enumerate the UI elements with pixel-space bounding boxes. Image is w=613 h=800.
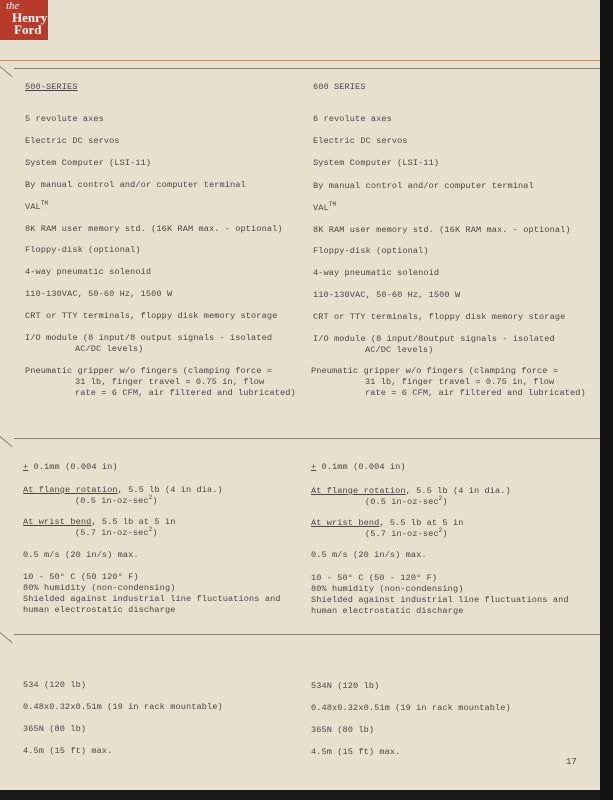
cable-value: 4.5m (15 ft) max.: [311, 747, 401, 757]
memory-value: 8K RAM user memory std. (16K RAM max. - optional): [313, 225, 571, 235]
page-edge-shadow: [600, 0, 613, 800]
gripper-line-1: Pneumatic gripper w/o fingers (clamping force =: [311, 366, 559, 376]
axes-value: 6 revolute axes: [313, 114, 392, 124]
wrist-load-value: At wrist bend, 5.5 lb at 5 in: [311, 518, 464, 528]
controller-value: System Computer (LSI-11): [25, 158, 152, 168]
top-rule: [0, 60, 600, 61]
logo-ford: Ford: [14, 22, 42, 37]
floppy-value: Floppy-disk (optional): [313, 246, 429, 256]
terminal-value: CRT or TTY terminals, floppy disk memory storage: [313, 312, 566, 322]
corner-stroke: [0, 66, 13, 77]
corner-stroke: [0, 632, 13, 643]
column-heading: 500-SERIES: [25, 82, 78, 92]
io-line-1: I/O module (8 input/8output signals - isolated: [313, 334, 555, 344]
pneumatic-value: 4-way pneumatic solenoid: [25, 267, 152, 277]
weight2-value: 365N (80 lb): [311, 725, 375, 735]
speed-value: 0.5 m/s (20 in/s) max.: [311, 550, 427, 560]
repeatability-value: + 0.1mm (0.004 in): [23, 462, 118, 472]
humidity-value: 80% humidity (non-condensing): [23, 583, 176, 593]
controller-value: System Computer (LSI-11): [313, 158, 440, 168]
weight2-value: 365N (80 lb): [23, 724, 87, 734]
gripper-line-2: 31 lb, finger travel = 0.75 in, flow: [365, 377, 555, 387]
page-number: 17: [566, 757, 577, 767]
language-value: VAL™: [313, 201, 337, 213]
cable-value: 4.5m (15 ft) max.: [23, 746, 113, 756]
gripper-line-1: Pneumatic gripper w/o fingers (clamping force =: [25, 366, 273, 376]
section-rule: [14, 634, 600, 635]
dimensions-value: 0.48x0.32x0.51m (19 in rack mountable): [23, 702, 223, 712]
column-heading: 600 SERIES: [313, 82, 366, 92]
shielding-line-2: human electrostatic discharge: [311, 606, 464, 616]
drive-value: Electric DC servos: [25, 136, 120, 146]
language-value: VAL™: [25, 200, 49, 212]
flange-load-value: At flange rotation, 5.5 lb (4 in dia.): [311, 486, 511, 496]
wrist-inertia-value: (5.7 $in-oz-\sec^2$): [75, 526, 158, 538]
axes-value: 5 revolute axes: [25, 114, 104, 124]
flange-inertia-value: (0.5 $in-oz-\sec^2$): [365, 495, 448, 507]
io-line-2: AC/DC levels): [75, 344, 144, 354]
gripper-line-2: 31 lb, finger travel = 0.75 in, flow: [75, 377, 265, 387]
logo-henry: Henry: [12, 10, 48, 25]
io-line-1: I/O module (8 input/8 output signals - isolated: [25, 333, 273, 343]
flange-inertia-value: (0.5 $in-oz-\sec^2$): [75, 494, 158, 506]
speed-value: 0.5 m/s (20 in/s) max.: [23, 550, 139, 560]
gripper-line-3: rate = 6 CFM, air filtered and lubricated): [365, 388, 586, 398]
dimensions-value: 0.48x0.32x0.51m (19 in rack mountable): [311, 703, 511, 713]
drive-value: Electric DC servos: [313, 136, 408, 146]
shielding-line-1: Shielded against industrial line fluctuations and: [23, 594, 281, 604]
weight-value: 534N (120 lb): [311, 681, 380, 691]
gripper-line-3: rate = 6 CFM, air filtered and lubricated): [75, 388, 296, 398]
floppy-value: Floppy-disk (optional): [25, 245, 141, 255]
shielding-line-2: human electrostatic discharge: [23, 605, 176, 615]
logo-the: the: [6, 0, 20, 12]
henry-ford-logo: [0, 0, 48, 40]
section-rule: [14, 68, 600, 69]
section-rule: [14, 438, 600, 439]
power-value: 110-130VAC, 50-60 Hz, 1500 W: [313, 290, 461, 300]
pneumatic-value: 4-way pneumatic solenoid: [313, 268, 440, 278]
teaching-value: By manual control and/or computer terminal: [313, 181, 534, 191]
shielding-line-1: Shielded against industrial line fluctuations and: [311, 595, 569, 605]
memory-value: 8K RAM user memory std. (16K RAM max. - optional): [25, 224, 283, 234]
temperature-value: 10 - 50° C (50 - 120° F): [311, 573, 438, 583]
power-value: 110-130VAC, 50-60 Hz, 1500 W: [25, 289, 173, 299]
repeatability-value: + 0.1mm (0.004 in): [311, 462, 406, 472]
flange-load-value: At flange rotation, 5.5 lb (4 in dia.): [23, 485, 223, 495]
io-line-2: AC/DC levels): [365, 345, 434, 355]
wrist-inertia-value: (5.7 $in-oz-\sec^2$): [365, 527, 448, 539]
weight-value: 534 (120 lb): [23, 680, 87, 690]
terminal-value: CRT or TTY terminals, floppy disk memory storage: [25, 311, 278, 321]
temperature-value: 10 - 50° C (50 120° F): [23, 572, 139, 582]
wrist-load-value: At wrist bend, 5.5 lb at 5 in: [23, 517, 176, 527]
corner-stroke: [0, 436, 13, 447]
teaching-value: By manual control and/or computer terminal: [25, 180, 246, 190]
humidity-value: 80% humidity (non-condensing): [311, 584, 464, 594]
